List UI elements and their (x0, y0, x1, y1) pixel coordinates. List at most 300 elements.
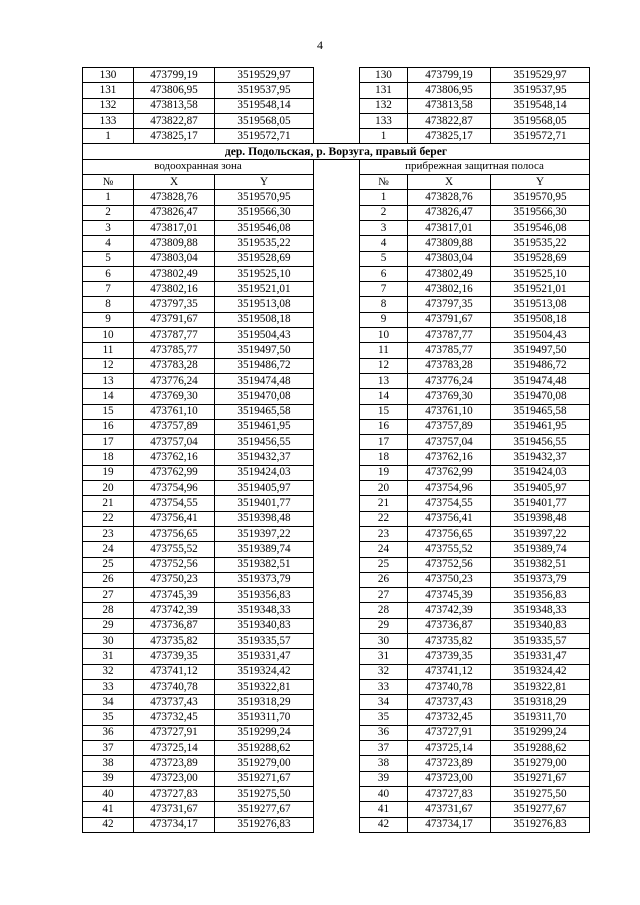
point-number-cell: 13 (83, 373, 134, 388)
table-row (83, 725, 590, 740)
y-coordinate-cell: 3519275,50 (215, 786, 314, 801)
y-coordinate-cell: 3519548,14 (491, 98, 590, 113)
point-number-cell: 18 (360, 450, 408, 465)
x-coordinate-cell: 473785,77 (408, 343, 491, 358)
y-coordinate-cell: 3519497,50 (215, 343, 314, 358)
point-number-cell: 29 (83, 618, 134, 633)
y-coordinate-cell: 3519548,14 (215, 98, 314, 113)
x-coordinate-cell: 473822,87 (408, 113, 491, 128)
x-coordinate-cell: 473745,39 (134, 588, 215, 603)
table-row (83, 756, 590, 771)
x-coordinate-cell: 473741,12 (408, 664, 491, 679)
point-number-cell: 6 (360, 266, 408, 281)
x-coordinate-cell: 473734,17 (134, 817, 215, 832)
table-row (83, 83, 590, 98)
x-coordinate-cell: 473754,55 (408, 496, 491, 511)
y-coordinate-cell: 3519356,83 (215, 588, 314, 603)
point-number-cell: 22 (360, 511, 408, 526)
column-header-y: Y (215, 175, 314, 190)
y-coordinate-cell: 3519340,83 (491, 618, 590, 633)
point-number-cell: 38 (360, 756, 408, 771)
y-coordinate-cell: 3519529,97 (215, 68, 314, 83)
column-header-num: № (83, 175, 134, 190)
point-number-cell: 29 (360, 618, 408, 633)
column-gap (314, 496, 360, 511)
x-coordinate-cell: 473725,14 (134, 741, 215, 756)
point-number-cell: 131 (83, 83, 134, 98)
point-number-cell: 21 (83, 496, 134, 511)
header-row (83, 175, 590, 190)
y-coordinate-cell: 3519311,70 (491, 710, 590, 725)
x-coordinate-cell: 473735,82 (408, 633, 491, 648)
column-header-x: X (408, 175, 491, 190)
y-coordinate-cell: 3519373,79 (491, 572, 590, 587)
point-number-cell: 38 (83, 756, 134, 771)
x-coordinate-cell: 473739,35 (134, 649, 215, 664)
point-number-cell: 133 (360, 113, 408, 128)
column-gap (314, 251, 360, 266)
point-number-cell: 32 (83, 664, 134, 679)
y-coordinate-cell: 3519432,37 (491, 450, 590, 465)
y-coordinate-cell: 3519470,08 (215, 389, 314, 404)
point-number-cell: 21 (360, 496, 408, 511)
point-number-cell: 15 (360, 404, 408, 419)
table-row (83, 98, 590, 113)
x-coordinate-cell: 473727,83 (134, 786, 215, 801)
x-coordinate-cell: 473802,16 (134, 282, 215, 297)
x-coordinate-cell: 473754,96 (408, 481, 491, 496)
x-coordinate-cell: 473757,89 (134, 419, 215, 434)
x-coordinate-cell: 473761,10 (408, 404, 491, 419)
table-row (83, 664, 590, 679)
table-row (83, 802, 590, 817)
table-row (83, 113, 590, 128)
y-coordinate-cell: 3519405,97 (215, 481, 314, 496)
column-gap (314, 266, 360, 281)
column-gap (314, 588, 360, 603)
x-coordinate-cell: 473737,43 (134, 695, 215, 710)
point-number-cell: 25 (360, 557, 408, 572)
x-coordinate-cell: 473727,91 (408, 725, 491, 740)
point-number-cell: 30 (83, 633, 134, 648)
x-coordinate-cell: 473813,58 (408, 98, 491, 113)
table-row (83, 435, 590, 450)
x-coordinate-cell: 473731,67 (134, 802, 215, 817)
y-coordinate-cell: 3519424,03 (491, 465, 590, 480)
table-row (83, 557, 590, 572)
column-gap (314, 236, 360, 251)
y-coordinate-cell: 3519299,24 (215, 725, 314, 740)
column-gap (314, 618, 360, 633)
y-coordinate-cell: 3519456,55 (491, 435, 590, 450)
y-coordinate-cell: 3519508,18 (215, 312, 314, 327)
x-coordinate-cell: 473783,28 (408, 358, 491, 373)
x-coordinate-cell: 473745,39 (408, 588, 491, 603)
y-coordinate-cell: 3519535,22 (215, 236, 314, 251)
x-coordinate-cell: 473762,99 (408, 465, 491, 480)
x-coordinate-cell: 473803,04 (408, 251, 491, 266)
y-coordinate-cell: 3519405,97 (491, 481, 590, 496)
table-row (83, 618, 590, 633)
x-coordinate-cell: 473787,77 (408, 328, 491, 343)
column-gap (314, 312, 360, 327)
y-coordinate-cell: 3519521,01 (491, 282, 590, 297)
x-coordinate-cell: 473754,55 (134, 496, 215, 511)
point-number-cell: 20 (360, 481, 408, 496)
zone-title-row (83, 159, 590, 174)
table-row (83, 190, 590, 205)
y-coordinate-cell: 3519432,37 (215, 450, 314, 465)
x-coordinate-cell: 473757,04 (134, 435, 215, 450)
point-number-cell: 35 (83, 710, 134, 725)
y-coordinate-cell: 3519568,05 (491, 113, 590, 128)
x-coordinate-cell: 473740,78 (408, 679, 491, 694)
table-row (83, 404, 590, 419)
table-row (83, 205, 590, 220)
x-coordinate-cell: 473783,28 (134, 358, 215, 373)
x-coordinate-cell: 473791,67 (134, 312, 215, 327)
point-number-cell: 41 (360, 802, 408, 817)
x-coordinate-cell: 473828,76 (408, 190, 491, 205)
x-coordinate-cell: 473826,47 (408, 205, 491, 220)
x-coordinate-cell: 473723,89 (408, 756, 491, 771)
left-zone-title: водоохранная зона (83, 159, 314, 174)
y-coordinate-cell: 3519508,18 (491, 312, 590, 327)
table-row (83, 373, 590, 388)
x-coordinate-cell: 473799,19 (408, 68, 491, 83)
column-gap (314, 557, 360, 572)
column-gap (314, 404, 360, 419)
table-row (83, 741, 590, 756)
y-coordinate-cell: 3519348,33 (491, 603, 590, 618)
x-coordinate-cell: 473754,96 (134, 481, 215, 496)
y-coordinate-cell: 3519373,79 (215, 572, 314, 587)
table-row (83, 633, 590, 648)
y-coordinate-cell: 3519275,50 (491, 786, 590, 801)
point-number-cell: 2 (360, 205, 408, 220)
column-gap (314, 450, 360, 465)
point-number-cell: 40 (83, 786, 134, 801)
point-number-cell: 16 (360, 419, 408, 434)
x-coordinate-cell: 473736,87 (408, 618, 491, 633)
x-coordinate-cell: 473809,88 (134, 236, 215, 251)
x-coordinate-cell: 473734,17 (408, 817, 491, 832)
point-number-cell: 1 (360, 129, 408, 144)
column-header-x: X (134, 175, 215, 190)
column-gap (314, 83, 360, 98)
point-number-cell: 12 (360, 358, 408, 373)
y-coordinate-cell: 3519546,08 (491, 220, 590, 235)
table-row (83, 465, 590, 480)
x-coordinate-cell: 473761,10 (134, 404, 215, 419)
column-gap (314, 175, 360, 190)
y-coordinate-cell: 3519397,22 (215, 526, 314, 541)
x-coordinate-cell: 473727,91 (134, 725, 215, 740)
y-coordinate-cell: 3519276,83 (215, 817, 314, 832)
x-coordinate-cell: 473752,56 (408, 557, 491, 572)
y-coordinate-cell: 3519537,95 (491, 83, 590, 98)
point-number-cell: 32 (360, 664, 408, 679)
y-coordinate-cell: 3519546,08 (215, 220, 314, 235)
x-coordinate-cell: 473785,77 (134, 343, 215, 358)
x-coordinate-cell: 473723,89 (134, 756, 215, 771)
y-coordinate-cell: 3519288,62 (491, 741, 590, 756)
table-row (83, 786, 590, 801)
column-gap (314, 511, 360, 526)
y-coordinate-cell: 3519322,81 (491, 679, 590, 694)
table-row (83, 588, 590, 603)
coordinates-table-body (83, 68, 590, 833)
point-number-cell: 3 (360, 220, 408, 235)
y-coordinate-cell: 3519279,00 (215, 756, 314, 771)
x-coordinate-cell: 473809,88 (408, 236, 491, 251)
column-gap (314, 435, 360, 450)
x-coordinate-cell: 473813,58 (134, 98, 215, 113)
point-number-cell: 11 (360, 343, 408, 358)
column-gap (314, 771, 360, 786)
y-coordinate-cell: 3519318,29 (491, 695, 590, 710)
table-row (83, 679, 590, 694)
x-coordinate-cell: 473806,95 (134, 83, 215, 98)
x-coordinate-cell: 473742,39 (408, 603, 491, 618)
table-row (83, 220, 590, 235)
point-number-cell: 33 (83, 679, 134, 694)
point-number-cell: 131 (360, 83, 408, 98)
point-number-cell: 133 (83, 113, 134, 128)
point-number-cell: 7 (83, 282, 134, 297)
point-number-cell: 11 (83, 343, 134, 358)
point-number-cell: 24 (360, 542, 408, 557)
y-coordinate-cell: 3519397,22 (491, 526, 590, 541)
x-coordinate-cell: 473757,04 (408, 435, 491, 450)
y-coordinate-cell: 3519461,95 (215, 419, 314, 434)
point-number-cell: 14 (83, 389, 134, 404)
x-coordinate-cell: 473757,89 (408, 419, 491, 434)
y-coordinate-cell: 3519356,83 (491, 588, 590, 603)
x-coordinate-cell: 473732,45 (134, 710, 215, 725)
y-coordinate-cell: 3519299,24 (491, 725, 590, 740)
x-coordinate-cell: 473825,17 (134, 129, 215, 144)
column-gap (314, 68, 360, 83)
column-gap (314, 817, 360, 832)
table-row (83, 328, 590, 343)
table-row (83, 297, 590, 312)
table-row (83, 511, 590, 526)
table-row (83, 496, 590, 511)
point-number-cell: 19 (83, 465, 134, 480)
table-row (83, 343, 590, 358)
y-coordinate-cell: 3519271,67 (215, 771, 314, 786)
point-number-cell: 31 (83, 649, 134, 664)
point-number-cell: 5 (83, 251, 134, 266)
y-coordinate-cell: 3519322,81 (215, 679, 314, 694)
x-coordinate-cell: 473750,23 (408, 572, 491, 587)
y-coordinate-cell: 3519456,55 (215, 435, 314, 450)
point-number-cell: 14 (360, 389, 408, 404)
table-row (83, 419, 590, 434)
x-coordinate-cell: 473756,41 (408, 511, 491, 526)
y-coordinate-cell: 3519528,69 (491, 251, 590, 266)
y-coordinate-cell: 3519529,97 (491, 68, 590, 83)
x-coordinate-cell: 473817,01 (408, 220, 491, 235)
column-header-num: № (360, 175, 408, 190)
point-number-cell: 4 (360, 236, 408, 251)
point-number-cell: 34 (83, 695, 134, 710)
x-coordinate-cell: 473802,49 (408, 266, 491, 281)
point-number-cell: 37 (360, 741, 408, 756)
column-gap (314, 633, 360, 648)
point-number-cell: 130 (360, 68, 408, 83)
y-coordinate-cell: 3519537,95 (215, 83, 314, 98)
column-gap (314, 328, 360, 343)
column-gap (314, 389, 360, 404)
column-gap (314, 343, 360, 358)
point-number-cell: 23 (360, 526, 408, 541)
x-coordinate-cell: 473817,01 (134, 220, 215, 235)
y-coordinate-cell: 3519521,01 (215, 282, 314, 297)
x-coordinate-cell: 473723,00 (134, 771, 215, 786)
point-number-cell: 3 (83, 220, 134, 235)
point-number-cell: 9 (360, 312, 408, 327)
x-coordinate-cell: 473826,47 (134, 205, 215, 220)
y-coordinate-cell: 3519570,95 (215, 190, 314, 205)
point-number-cell: 17 (83, 435, 134, 450)
table-row (83, 817, 590, 832)
y-coordinate-cell: 3519401,77 (491, 496, 590, 511)
column-gap (314, 481, 360, 496)
y-coordinate-cell: 3519470,08 (491, 389, 590, 404)
x-coordinate-cell: 473740,78 (134, 679, 215, 694)
table-row (83, 450, 590, 465)
column-gap (314, 220, 360, 235)
table-row (83, 236, 590, 251)
point-number-cell: 28 (83, 603, 134, 618)
x-coordinate-cell: 473732,45 (408, 710, 491, 725)
x-coordinate-cell: 473756,65 (134, 526, 215, 541)
point-number-cell: 5 (360, 251, 408, 266)
column-gap (314, 649, 360, 664)
x-coordinate-cell: 473769,30 (408, 389, 491, 404)
point-number-cell: 39 (83, 771, 134, 786)
x-coordinate-cell: 473822,87 (134, 113, 215, 128)
point-number-cell: 1 (360, 190, 408, 205)
table-row (83, 251, 590, 266)
point-number-cell: 35 (360, 710, 408, 725)
x-coordinate-cell: 473776,24 (134, 373, 215, 388)
point-number-cell: 33 (360, 679, 408, 694)
x-coordinate-cell: 473806,95 (408, 83, 491, 98)
y-coordinate-cell: 3519335,57 (491, 633, 590, 648)
point-number-cell: 15 (83, 404, 134, 419)
x-coordinate-cell: 473731,67 (408, 802, 491, 817)
point-number-cell: 13 (360, 373, 408, 388)
section-title-row (83, 144, 590, 159)
column-gap (314, 679, 360, 694)
x-coordinate-cell: 473791,67 (408, 312, 491, 327)
y-coordinate-cell: 3519340,83 (215, 618, 314, 633)
y-coordinate-cell: 3519318,29 (215, 695, 314, 710)
y-coordinate-cell: 3519513,08 (215, 297, 314, 312)
y-coordinate-cell: 3519277,67 (491, 802, 590, 817)
x-coordinate-cell: 473756,65 (408, 526, 491, 541)
table-row (83, 572, 590, 587)
point-number-cell: 24 (83, 542, 134, 557)
point-number-cell: 22 (83, 511, 134, 526)
x-coordinate-cell: 473797,35 (408, 297, 491, 312)
column-gap (314, 786, 360, 801)
y-coordinate-cell: 3519513,08 (491, 297, 590, 312)
point-number-cell: 27 (360, 588, 408, 603)
table-row (83, 282, 590, 297)
y-coordinate-cell: 3519465,58 (491, 404, 590, 419)
table-row (83, 358, 590, 373)
page-number: 4 (317, 38, 323, 52)
point-number-cell: 39 (360, 771, 408, 786)
table-row (83, 695, 590, 710)
point-number-cell: 6 (83, 266, 134, 281)
point-number-cell: 20 (83, 481, 134, 496)
x-coordinate-cell: 473750,23 (134, 572, 215, 587)
table-row (83, 649, 590, 664)
table-row (83, 771, 590, 786)
y-coordinate-cell: 3519568,05 (215, 113, 314, 128)
y-coordinate-cell: 3519324,42 (215, 664, 314, 679)
y-coordinate-cell: 3519525,10 (491, 266, 590, 281)
y-coordinate-cell: 3519535,22 (491, 236, 590, 251)
point-number-cell: 42 (83, 817, 134, 832)
x-coordinate-cell: 473755,52 (408, 542, 491, 557)
column-gap (314, 802, 360, 817)
point-number-cell: 10 (83, 328, 134, 343)
x-coordinate-cell: 473737,43 (408, 695, 491, 710)
x-coordinate-cell: 473741,12 (134, 664, 215, 679)
x-coordinate-cell: 473803,04 (134, 251, 215, 266)
x-coordinate-cell: 473828,76 (134, 190, 215, 205)
point-number-cell: 8 (83, 297, 134, 312)
y-coordinate-cell: 3519277,67 (215, 802, 314, 817)
point-number-cell: 26 (83, 572, 134, 587)
y-coordinate-cell: 3519474,48 (215, 373, 314, 388)
point-number-cell: 42 (360, 817, 408, 832)
column-gap (314, 542, 360, 557)
table-row (83, 68, 590, 83)
right-zone-title: прибрежная защитная полоса (360, 159, 590, 174)
x-coordinate-cell: 473736,87 (134, 618, 215, 633)
column-gap (314, 98, 360, 113)
column-gap (314, 419, 360, 434)
point-number-cell: 25 (83, 557, 134, 572)
x-coordinate-cell: 473725,14 (408, 741, 491, 756)
column-gap (314, 664, 360, 679)
point-number-cell: 36 (360, 725, 408, 740)
point-number-cell: 2 (83, 205, 134, 220)
y-coordinate-cell: 3519504,43 (491, 328, 590, 343)
point-number-cell: 36 (83, 725, 134, 740)
table-row (83, 542, 590, 557)
point-number-cell: 28 (360, 603, 408, 618)
column-gap (314, 526, 360, 541)
point-number-cell: 16 (83, 419, 134, 434)
y-coordinate-cell: 3519398,48 (491, 511, 590, 526)
point-number-cell: 27 (83, 588, 134, 603)
y-coordinate-cell: 3519335,57 (215, 633, 314, 648)
point-number-cell: 12 (83, 358, 134, 373)
column-gap (314, 465, 360, 480)
point-number-cell: 4 (83, 236, 134, 251)
point-number-cell: 34 (360, 695, 408, 710)
point-number-cell: 26 (360, 572, 408, 587)
point-number-cell: 8 (360, 297, 408, 312)
